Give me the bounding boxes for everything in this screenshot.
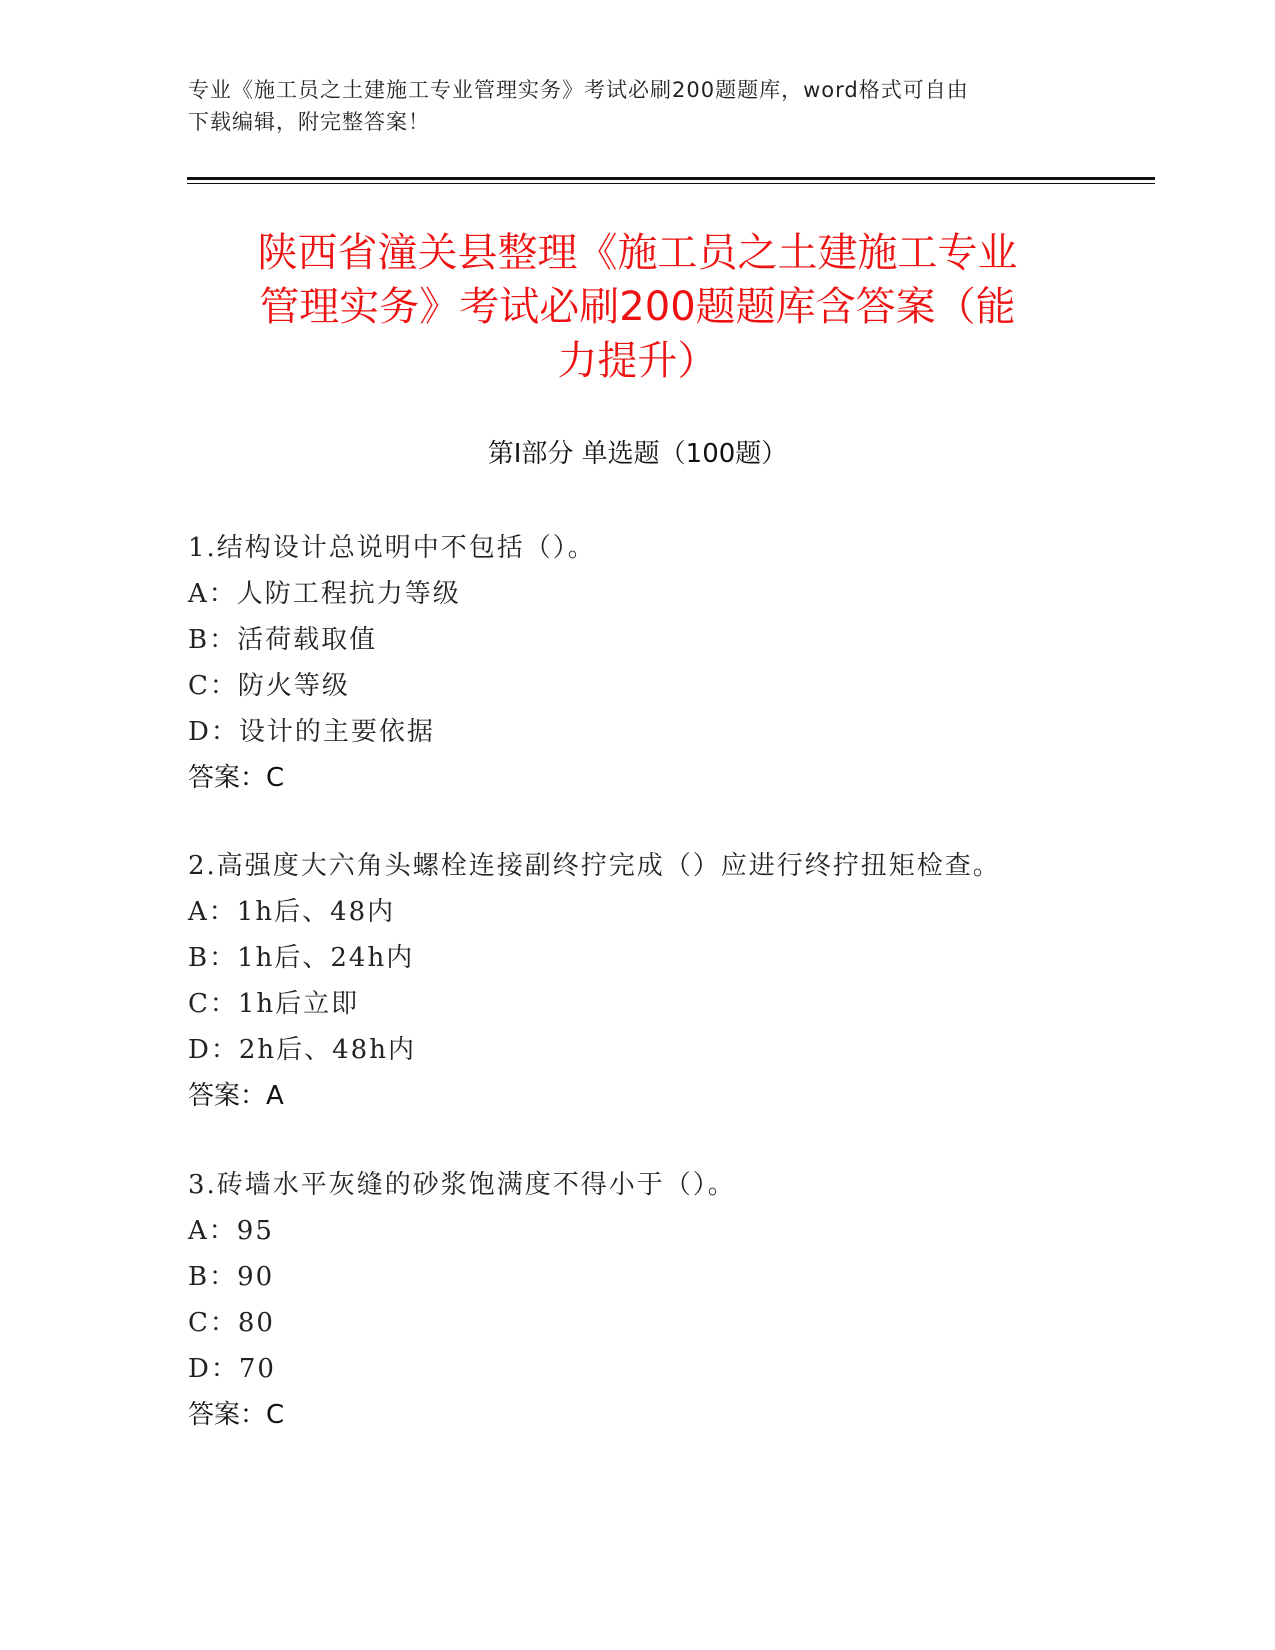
question-stem: 2.高强度大六角头螺栓连接副终拧完成（）应进行终拧扭矩检查。	[188, 851, 1001, 881]
answer: 答案：C	[188, 1400, 285, 1430]
option-a: A：1h后、48内	[188, 897, 396, 927]
header-divider-thick	[187, 177, 1155, 180]
question-2	[188, 843, 1138, 1119]
option-d: D：2h后、48h内	[188, 1035, 416, 1065]
question-stem: 1.结构设计总说明中不包括（）。	[188, 533, 596, 563]
header-note-line-1: 专业《施工员之土建施工专业管理实务》考试必刷200题题库，word格式可自由	[188, 78, 969, 102]
header-note-line-2: 下载编辑，附完整答案！	[188, 110, 430, 134]
answer: 答案：C	[188, 763, 285, 793]
document-title	[170, 226, 1105, 388]
question-3	[188, 1162, 1138, 1438]
header-note	[188, 74, 1088, 138]
question-1	[188, 525, 1138, 801]
option-c: C：80	[188, 1308, 275, 1338]
option-a: A：95	[188, 1216, 274, 1246]
section-heading: 第Ⅰ部分 单选题（100题）	[487, 439, 788, 469]
document-title-line-2: 管理实务》考试必刷200题题库含答案（能	[259, 284, 1016, 330]
option-c: C：1h后立即	[188, 989, 360, 1019]
option-b: B：1h后、24h内	[188, 943, 415, 973]
document-title-line-1: 陕西省潼关县整理《施工员之土建施工专业	[257, 230, 1018, 276]
option-a: A：人防工程抗力等级	[188, 579, 461, 609]
option-b: B：活荷载取值	[188, 625, 378, 655]
question-stem: 3.砖墙水平灰缝的砂浆饱满度不得小于（）。	[188, 1170, 736, 1200]
option-c: C：防火等级	[188, 671, 350, 701]
option-b: B：90	[188, 1262, 275, 1292]
document-title-line-3: 力提升）	[557, 338, 718, 384]
header-divider-thin	[187, 183, 1155, 184]
option-d: D：设计的主要依据	[188, 717, 435, 747]
answer: 答案：A	[188, 1081, 284, 1111]
option-d: D：70	[188, 1354, 276, 1384]
